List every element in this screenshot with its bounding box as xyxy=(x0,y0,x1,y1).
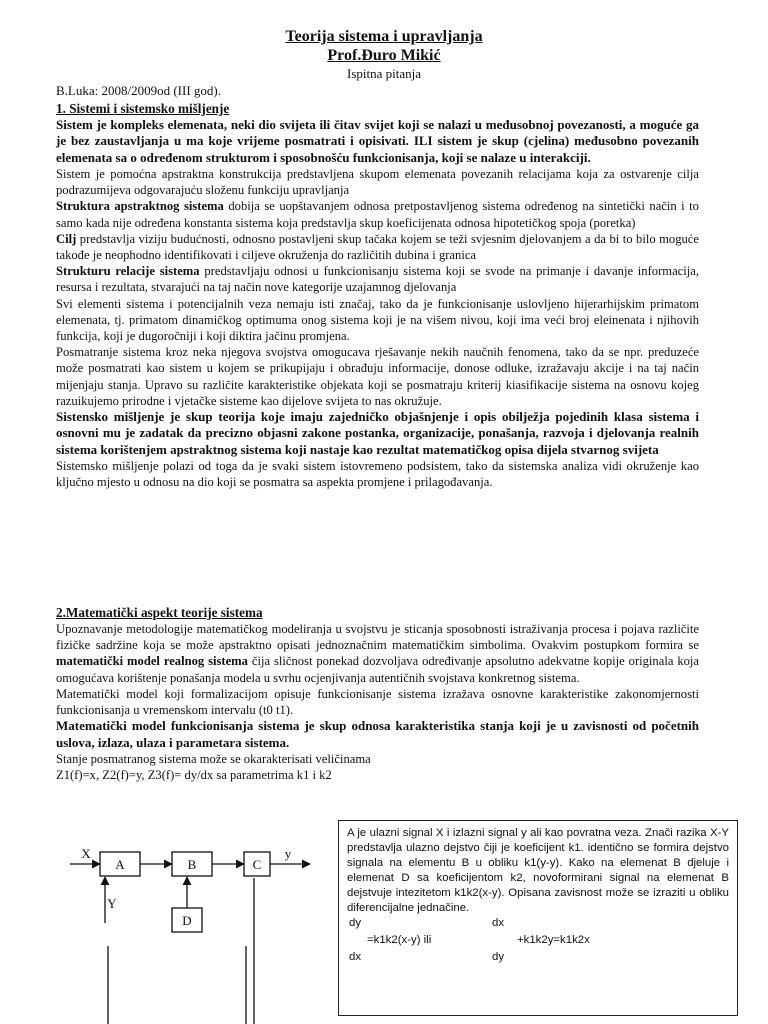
document-author: Prof.Đuro Mikić xyxy=(327,47,441,64)
paragraph xyxy=(56,231,699,263)
block-b-label: B xyxy=(187,857,197,872)
differential-equations xyxy=(347,916,729,976)
block-a-label: A xyxy=(115,857,125,872)
eq2-body: +k1k2y=k1k2x xyxy=(517,934,590,946)
paragraph-text: čija sličnost ponekad dozvoljava određivanje apsolutno adekvatne kopije originala koja omogućava korištenje ponašanja modela u svrhu ocjenjivanja autentičnih svojstava konkretnog sistema. xyxy=(56,654,699,685)
explanation-text: A je ulazni signal X i izlazni signal y ali kao povratna veza. Znači razika X-Y predstavlja ulazno dejstvo čiji je koeficijent k1. identično se formira dejstvo signala na elementu B u obliku k1(y-y). Kako na elemenat B djeluje i elemenat D sa koeficijentom k2, novoformirani signal na elemenat B dejstvuje intezitetom k1k2(x-y). Opisana zavisnost može se izraziti u obliku diferencijalne jednačine. xyxy=(347,827,729,914)
document-title: Teorija sistema i upravljanja xyxy=(285,28,483,45)
input-label: X xyxy=(81,846,91,861)
section-2-heading: 2.Matematički aspekt teorije sistema xyxy=(56,605,263,620)
document-meta: B.Luka: 2008/2009od (III god). xyxy=(56,83,222,98)
explanation-box xyxy=(338,820,738,1016)
eq1-body: =k1k2(x-y) ili xyxy=(367,934,432,946)
term: Strukturu relacije sistema xyxy=(56,264,200,279)
paragraph: Z1(f)=x, Z2(f)=y, Z3(f)= dy/dx sa parametrima k1 i k2 xyxy=(56,768,332,783)
term: matematički model realnog sistema xyxy=(56,654,248,669)
paragraph xyxy=(56,621,699,686)
output-label: y xyxy=(284,846,292,861)
paragraph: Svi elementi sistema i potencijalnih veza nemaju isti značaj, tako da je funkcionisanje uslovljeno hijerarhijskim primatom elemenata, tj. primatom dinamičkog optimuma onog sistema koji je na višem nivou, koji ima veći broj eleinenata i njihovih funkcija, koji je dugoročniji i koji diktira jačinu promjena. xyxy=(56,296,699,343)
eq1-denominator: dx xyxy=(349,951,362,963)
block-c-label: C xyxy=(252,857,262,872)
paragraph-text: dobija se uopštavanjem odnosa pretpostavljenog sistema određenog na sintetički način i to samo kada nije određena konstanta sistema koja predstavlja skup koeficijenata odnosa hipotetičkog spoja (poretka) xyxy=(56,199,699,230)
paragraph: Sistem je pomoćna apstraktna konstrukcija predstavljena skupom elemenata povezanih relacijama koja za ostvarenje cilja podrazumijeva odgovarajuću složenu funkciju upravljanja xyxy=(56,166,699,198)
document-subtitle: Ispitna pitanja xyxy=(346,66,421,81)
eq1-numerator: dy xyxy=(349,917,362,929)
paragraph: Sistemsko mišljenje polazi od toga da je svaki sistem istovremeno podsistem, tako da sistemska analiza vidi okruženje kao ključno mjesto u odnosu na dio koji se posmatra sa aspekta promjene i prilagođavanja. xyxy=(56,458,699,490)
section-1 xyxy=(56,100,699,490)
term: Struktura apstraktnog sistema xyxy=(56,199,224,214)
eq2-denominator: dy xyxy=(492,951,505,963)
paragraph-text: Upoznavanje metodologije matematičkog modeliranja u svojstvu je sticanja sposobnosti istraživanja procesa i pojava različite fizičke sadržine koja se može apstraktno opisati jednoznačnim matematičkim simbolima. Ovakvim postupkom formira se xyxy=(56,622,699,653)
paragraph xyxy=(56,263,699,295)
block-diagram xyxy=(60,838,320,1024)
section-1-heading: 1. Sistemi i sistemsko mišljenje xyxy=(56,101,230,116)
feedback-label: Y xyxy=(107,896,117,911)
paragraph xyxy=(56,198,699,230)
paragraph-text: predstavlja viziju budućnosti, odnosno postavljeni skup tačaka kojem se teži svjesnim djelovanjem a da bi to bilo moguće takođe je neophodno identifikovati i ciljeve okruženja do različitih dubina i granica xyxy=(56,231,699,262)
section-2 xyxy=(56,604,699,783)
paragraph-text: predstavljaju odnosi u funkcionisanju sistema koji se svode na primanje i davanje informacija, resursa i rezultata, stvarajući na taj način nove kategorije uzajamnog djelovanja xyxy=(56,264,699,295)
eq2-numerator: dx xyxy=(492,917,505,929)
term: Cilj xyxy=(56,231,77,246)
section-1-definition: Sistem je kompleks elemenata, neki dio svijeta ili čitav svijet koji se nalazi u međusobnoj povezanosti, a moguće ga je bez zaustavljanja u ma koje vrijeme posmatrati i opisivati. ILI sistem je skup (cjelina) međusobno povezanih elemenata sa o određenom strukturom i sposobnošću funkcionisanja, koji se nalaze u interakciji. xyxy=(56,117,699,165)
block-d-label: D xyxy=(182,913,192,928)
paragraph: Posmatranje sistema kroz neka njegova svojstva omogucava rješavanje nekih naučnih fenomena, tako da se npr. preduzeće može posmatrati kao sistem u kojem se prikupijaju i obrađuju informacije, donose odluke, izražavaju akcije i na taj način mijenjaju stanja. Upravo su različite karakteristike objekata koji se posmatraju kriterij kiasifikacije sistema na osnovu kojeg razuikujemo prirodne i vjetačke sisteme kao dijelove svijeta to nas okružuje. xyxy=(56,345,699,408)
paragraph-bold: Sistensko mišljenje je skup teorija koje imaju zajedničko objašnjenje i opis obilježja pojedinih klasa sistema i osnovni mu je zadatak da precizno objasni zakone postanka, organizacije, ponašanja, razvoja i djelovanja realnih sistema korištenjem apstraktnog sistema koji nastaje kao rezultat matematičkog opisa dijela stvarnog svijeta xyxy=(56,408,699,457)
paragraph-bold: Matematički model funkcionisanja sistema je skup odnosa karakteristika stanja koji je u zavisnosti od početnih uslova, izlaza, ulaza i parametara sistema. xyxy=(56,718,699,750)
paragraph: Matematički model koji formalizacijom opisuje funkcionisanje sistema izražava osnovne karakteristike zakonomjernosti funkcionisanja u vremenskom intervalu (t0 t1). xyxy=(56,686,699,718)
paragraph: Stanje posmatranog sistema može se okarakterisati veličinama xyxy=(56,751,371,766)
